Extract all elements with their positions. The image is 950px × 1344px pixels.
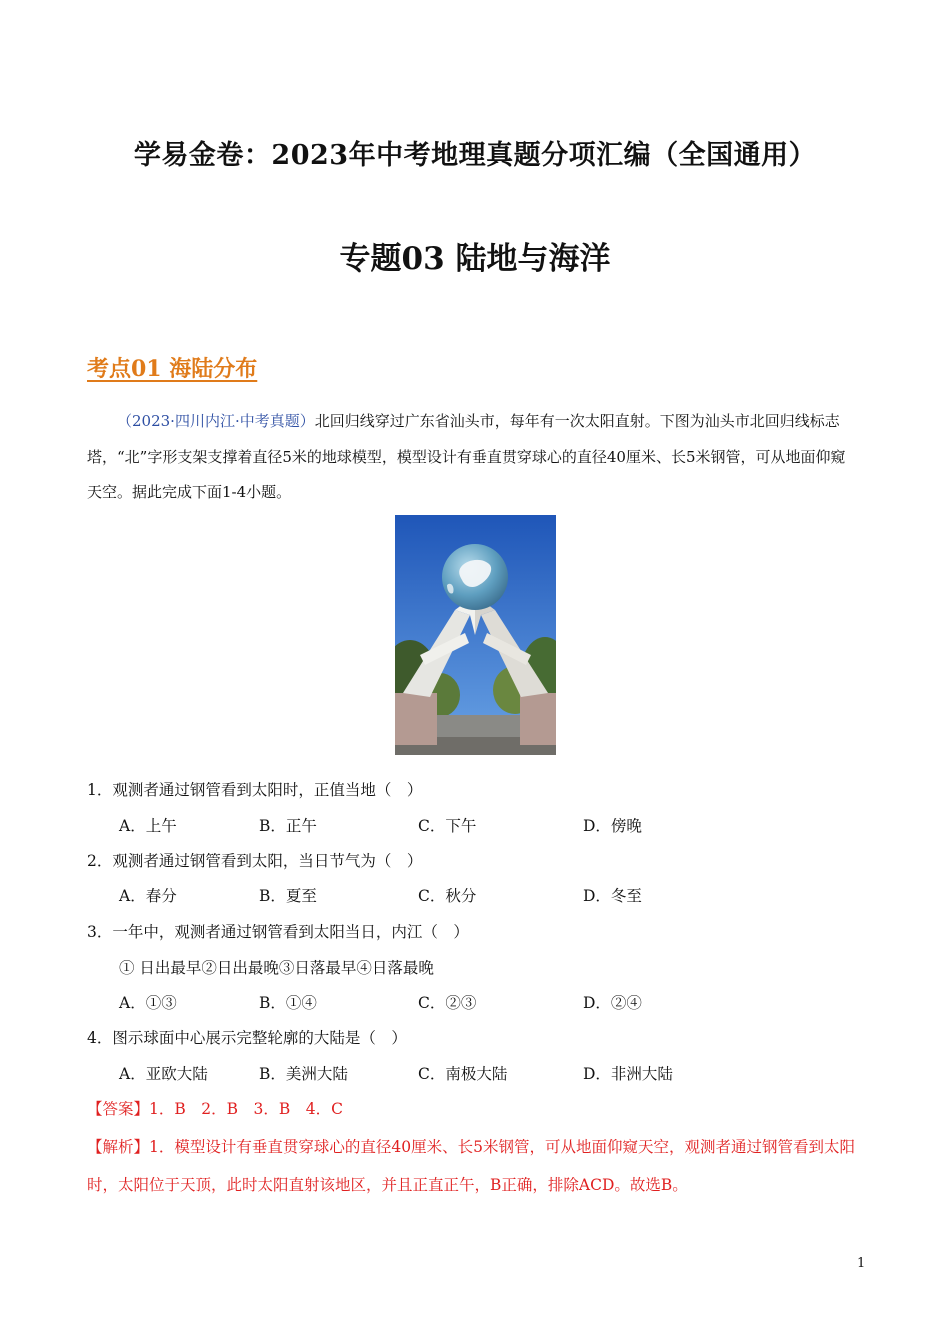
q2-option-b: B．夏至 [259,887,317,905]
q4-option-c: C．南极大陆 [418,1065,508,1083]
q3-option-d: D．②④ [583,994,642,1012]
question-intro [87,404,859,511]
q1-option-b: B．正午 [259,817,317,835]
intro-text: 北回归线穿过广东省汕头市，每年有一次太阳直射。下图为汕头市北回归线标志塔，“北”字形支架支撑着直径5米的地球模型，模型设计有垂直贯穿球心的直径40厘米、长5米钢管，可从地面仰窥天空。据此完成下面1-4小题。 [87,412,846,501]
q3-option-a: A．①③ [119,994,177,1012]
question-4: 4．图示球面中心展示完整轮廓的大陆是（ ） [87,1029,407,1047]
q1-option-c: C．下午 [418,817,477,835]
topic-title: 专题03 陆地与海洋 [339,241,611,277]
question-2: 2．观测者通过钢管看到太阳，当日节气为（ ） [87,852,423,870]
question-source: （2023·四川内江·中考真题） [117,412,315,430]
q1-option-a: A．上午 [119,817,177,835]
q3-statements: ① 日出最早②日出最晚③日落最早④日落最晚 [119,959,434,977]
q4-option-d: D．非洲大陆 [583,1065,673,1083]
tropic-marker-tower-photo [395,515,556,755]
q4-option-a: A．亚欧大陆 [119,1065,208,1083]
q4-option-b: B．美洲大陆 [259,1065,348,1083]
question-3: 3．一年中，观测者通过钢管看到太阳当日，内江（ ） [87,923,469,941]
q2-option-c: C．秋分 [418,887,477,905]
explanation: 【解析】1．模型设计有垂直贯穿球心的直径40厘米、长5米钢管，可从地面仰窥天空，观测者通过钢管看到太阳时，太阳位于天顶，此时太阳直射该地区，并且正直正午，B正确，排除ACD。故选B。 [87,1138,855,1194]
q3-option-b: B．①④ [259,994,317,1012]
q2-option-a: A．春分 [119,887,177,905]
q2-option-d: D．冬至 [583,887,642,905]
page-number: 1 [857,1256,866,1271]
answer-key: 【答案】1．B 2．B 3．B 4．C [87,1100,343,1118]
document-title: 学易金卷：2023年中考地理真题分项汇编（全国通用） [133,140,817,171]
q3-option-c: C．②③ [418,994,477,1012]
question-1: 1．观测者通过钢管看到太阳时，正值当地（ ） [87,781,423,799]
q1-option-d: D．傍晚 [583,817,642,835]
section-heading: 考点01 海陆分布 [87,356,258,382]
